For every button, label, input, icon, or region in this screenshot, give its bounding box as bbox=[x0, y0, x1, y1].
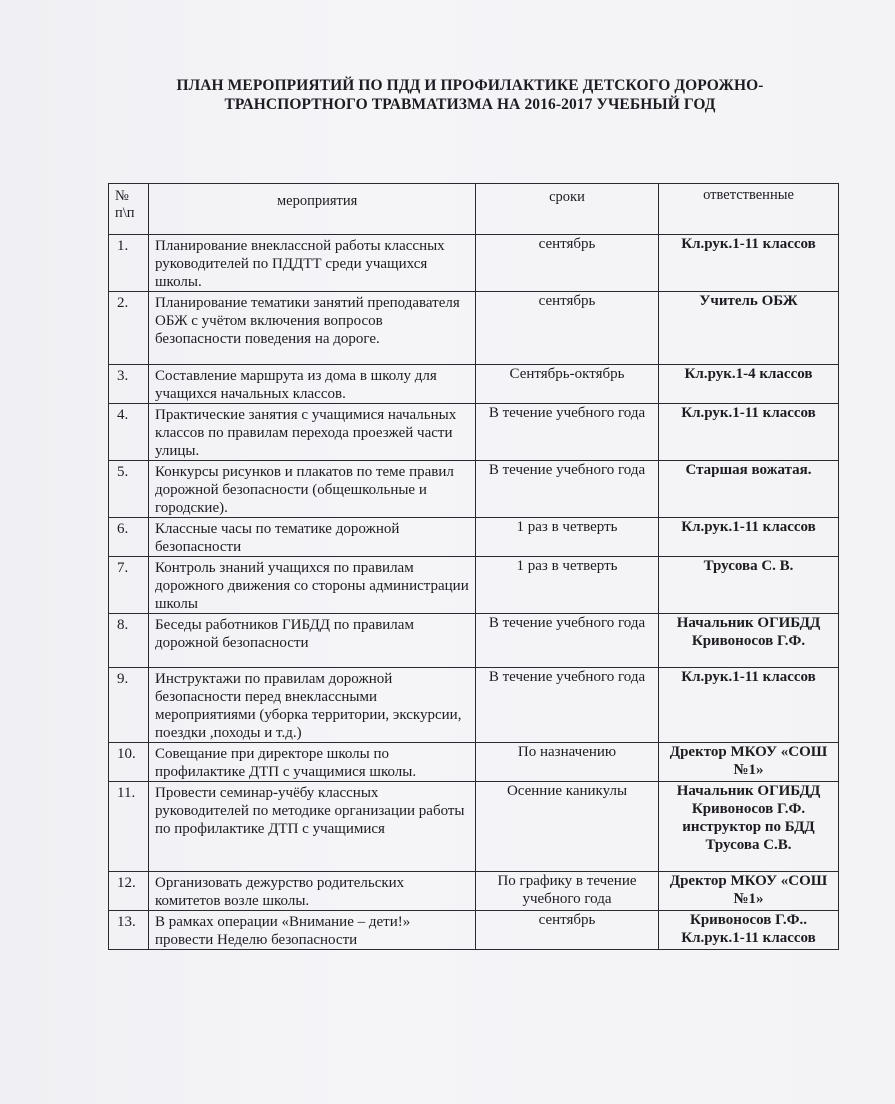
table-row bbox=[109, 872, 839, 911]
table-row bbox=[109, 782, 839, 872]
document-title bbox=[100, 76, 840, 114]
row-responsible: Начальник ОГИБДД Кривоносов Г.Ф. bbox=[659, 614, 839, 668]
row-timing: В течение учебного года bbox=[476, 668, 659, 743]
row-timing: сентябрь bbox=[476, 292, 659, 365]
row-number: 11. bbox=[109, 782, 149, 872]
row-number: 6. bbox=[109, 518, 149, 557]
row-responsible: Учитель ОБЖ bbox=[659, 292, 839, 365]
row-timing: В течение учебного года bbox=[476, 614, 659, 668]
row-number: 4. bbox=[109, 404, 149, 461]
table-header-row bbox=[109, 184, 839, 235]
row-responsible: Дректор МКОУ «СОШ №1» bbox=[659, 872, 839, 911]
row-responsible: Кл.рук.1-11 классов bbox=[659, 404, 839, 461]
row-activity: Инструктажи по правилам дорожной безопасности перед внеклассными мероприятиями (уборка территории, экскурсии, поездки ,походы и т.д.) bbox=[149, 668, 476, 743]
header-number: № п\п bbox=[109, 184, 149, 235]
table-row bbox=[109, 614, 839, 668]
row-number: 7. bbox=[109, 557, 149, 614]
row-number: 1. bbox=[109, 235, 149, 292]
row-responsible: Старшая вожатая. bbox=[659, 461, 839, 518]
header-timing: сроки bbox=[476, 184, 659, 235]
row-timing: В течение учебного года bbox=[476, 404, 659, 461]
row-number: 13. bbox=[109, 911, 149, 950]
row-number: 12. bbox=[109, 872, 149, 911]
row-activity: Классные часы по тематике дорожной безопасности bbox=[149, 518, 476, 557]
row-timing: 1 раз в четверть bbox=[476, 557, 659, 614]
row-responsible: Кривоносов Г.Ф.. Кл.рук.1-11 классов bbox=[659, 911, 839, 950]
table-row bbox=[109, 668, 839, 743]
row-activity: Практические занятия с учащимися начальных классов по правилам перехода проезжей части улицы. bbox=[149, 404, 476, 461]
row-timing: По назначению bbox=[476, 743, 659, 782]
row-number: 2. bbox=[109, 292, 149, 365]
row-activity: Конкурсы рисунков и плакатов по теме правил дорожной безопасности (общешкольные и городские). bbox=[149, 461, 476, 518]
row-responsible: Трусова С. В. bbox=[659, 557, 839, 614]
row-timing: сентябрь bbox=[476, 235, 659, 292]
row-number: 8. bbox=[109, 614, 149, 668]
row-responsible: Кл.рук.1-11 классов bbox=[659, 518, 839, 557]
row-activity: Беседы работников ГИБДД по правилам дорожной безопасности bbox=[149, 614, 476, 668]
row-number: 5. bbox=[109, 461, 149, 518]
row-responsible: Дректор МКОУ «СОШ №1» bbox=[659, 743, 839, 782]
row-activity: Совещание при директоре школы по профилактике ДТП с учащимися школы. bbox=[149, 743, 476, 782]
row-responsible: Кл.рук.1-11 классов bbox=[659, 235, 839, 292]
table-row bbox=[109, 235, 839, 292]
row-responsible: Начальник ОГИБДД Кривоносов Г.Ф. инструктор по БДД Трусова С.В. bbox=[659, 782, 839, 872]
row-number: 3. bbox=[109, 365, 149, 404]
row-number: 9. bbox=[109, 668, 149, 743]
row-timing: В течение учебного года bbox=[476, 461, 659, 518]
table-row bbox=[109, 461, 839, 518]
row-activity: Планирование тематики занятий преподавателя ОБЖ с учётом включения вопросов безопасности поведения на дороге. bbox=[149, 292, 476, 365]
row-activity: Провести семинар-учёбу классных руководителей по методике организации работы по профилактике ДТП с учащимися bbox=[149, 782, 476, 872]
title-line-2: ТРАНСПОРТНОГО ТРАВМАТИЗМА НА 2016-2017 УЧЕБНЫЙ ГОД bbox=[224, 96, 716, 113]
events-table bbox=[108, 183, 839, 950]
row-timing: сентябрь bbox=[476, 911, 659, 950]
table-row bbox=[109, 518, 839, 557]
row-activity: Планирование внеклассной работы классных руководителей по ПДДТТ среди учащихся школы. bbox=[149, 235, 476, 292]
header-activity: мероприятия bbox=[149, 184, 476, 235]
row-activity: В рамках операции «Внимание – дети!» провести Неделю безопасности bbox=[149, 911, 476, 950]
row-timing: Осенние каникулы bbox=[476, 782, 659, 872]
table-row bbox=[109, 292, 839, 365]
row-timing: По графику в течение учебного года bbox=[476, 872, 659, 911]
table-row bbox=[109, 365, 839, 404]
header-responsible: ответственные bbox=[659, 184, 839, 235]
table-row bbox=[109, 404, 839, 461]
table-row bbox=[109, 743, 839, 782]
row-number: 10. bbox=[109, 743, 149, 782]
row-activity: Контроль знаний учащихся по правилам дорожного движения со стороны администрации школы bbox=[149, 557, 476, 614]
row-responsible: Кл.рук.1-11 классов bbox=[659, 668, 839, 743]
row-timing: 1 раз в четверть bbox=[476, 518, 659, 557]
row-activity: Составление маршрута из дома в школу для учащихся начальных классов. bbox=[149, 365, 476, 404]
table-row bbox=[109, 911, 839, 950]
row-timing: Сентябрь-октябрь bbox=[476, 365, 659, 404]
row-responsible: Кл.рук.1-4 классов bbox=[659, 365, 839, 404]
table-row bbox=[109, 557, 839, 614]
row-activity: Организовать дежурство родительских комитетов возле школы. bbox=[149, 872, 476, 911]
title-line-1: ПЛАН МЕРОПРИЯТИЙ ПО ПДД И ПРОФИЛАКТИКЕ ДЕТСКОГО ДОРОЖНО- bbox=[176, 77, 764, 94]
